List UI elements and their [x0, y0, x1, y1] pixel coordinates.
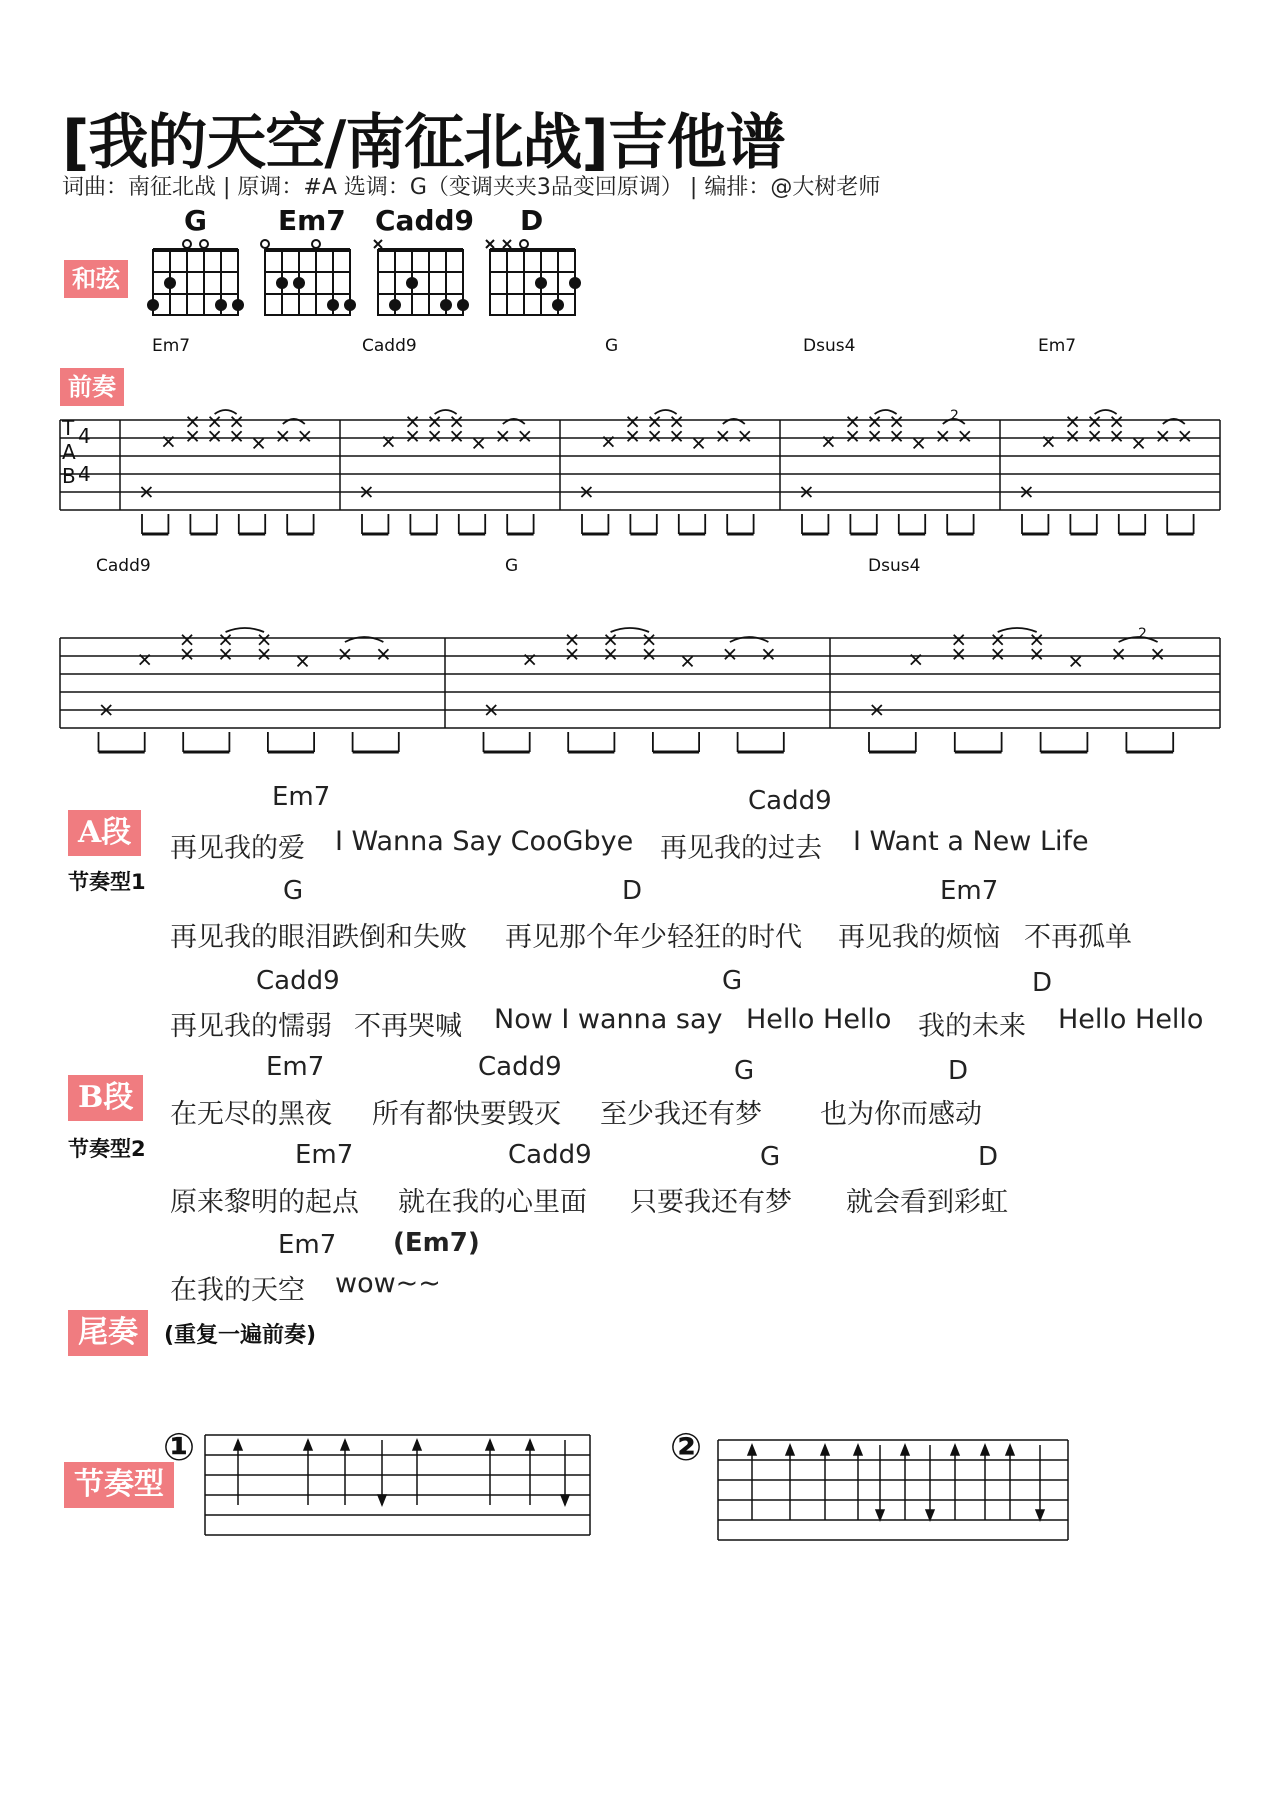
a1-chord-2: Cadd9	[748, 786, 832, 816]
b2-chord-2: Cadd9	[508, 1140, 592, 1170]
b2-chord-1: Em7	[295, 1140, 354, 1170]
chord-diagram-g	[147, 240, 244, 315]
a2-lyric-4: 不再孤单	[1024, 922, 1132, 953]
a2-chord-1: G	[283, 876, 304, 906]
a3-lyric-4: Hello Hello	[746, 1004, 892, 1035]
intro-tag: 前奏	[60, 368, 124, 406]
a1-chord-1: Em7	[272, 782, 331, 812]
a3-lyric-2: 不再哭喊	[354, 1011, 462, 1042]
fret-2-row2: 2	[1138, 626, 1147, 642]
fret-2-row1: 2	[950, 408, 959, 424]
b1-lyric-1: 在无尽的黑夜	[170, 1099, 332, 1130]
a3-chord-3: D	[1032, 968, 1053, 998]
rhythm-pattern-2	[718, 1440, 1068, 1540]
rhythm-label-1: 节奏型1	[68, 870, 146, 894]
a1-lyric-4: I Want a New Life	[853, 826, 1089, 857]
b3-lyric-1: 在我的天空	[170, 1275, 305, 1306]
b2-lyric-2: 就在我的心里面	[398, 1187, 587, 1218]
a1-lyric-3: 再见我的过去	[660, 833, 822, 864]
intro-chord-6: Cadd9	[96, 556, 151, 576]
section-b-tag: B段	[68, 1075, 143, 1121]
intro-chord-7: G	[505, 556, 519, 576]
time-sig-top: 4	[78, 424, 91, 448]
b1-chord-3: G	[734, 1056, 755, 1086]
tab-notes-row2	[99, 628, 1174, 752]
chord-diagram-em7	[261, 240, 356, 315]
b2-lyric-3: 只要我还有梦	[630, 1187, 792, 1218]
b1-chord-2: Cadd9	[478, 1052, 562, 1082]
a2-chord-3: Em7	[940, 876, 999, 906]
rhythm-label-2: 节奏型2	[68, 1137, 146, 1161]
chord-name-cadd9: Cadd9	[375, 204, 475, 237]
a2-lyric-3: 再见我的烦恼	[838, 922, 1000, 953]
b2-lyric-1: 原来黎明的起点	[170, 1187, 359, 1218]
intro-chord-5: Em7	[1038, 336, 1077, 356]
chords-tag: 和弦	[64, 260, 128, 298]
chord-name-g: G	[184, 204, 207, 237]
chord-name-d: D	[520, 204, 544, 237]
b2-lyric-4: 就会看到彩虹	[846, 1187, 1008, 1218]
chord-diagram-d	[486, 240, 581, 315]
b3-chord-2: (Em7)	[393, 1228, 480, 1258]
outro-tag: 尾奏	[68, 1310, 148, 1356]
a3-lyric-3: Now I wanna say	[494, 1004, 723, 1035]
intro-chord-4: Dsus4	[803, 336, 856, 356]
song-meta: 词曲：南征北战 | 原调：#A 选调：G（变调夹夹3品变回原调） | 编排：@大树老师	[62, 175, 881, 200]
outro-note: (重复一遍前奏)	[164, 1323, 317, 1348]
intro-chord-1: Em7	[152, 336, 191, 356]
a1-lyric-1: 再见我的爱	[170, 833, 305, 864]
a2-lyric-1: 再见我的眼泪跌倒和失败	[170, 922, 467, 953]
b1-chord-1: Em7	[266, 1052, 325, 1082]
a3-lyric-6: Hello Hello	[1058, 1004, 1204, 1035]
b3-lyric-2: wow~~	[335, 1268, 441, 1299]
tab-notes-row1	[141, 410, 1193, 534]
tab-t: T	[62, 416, 75, 440]
a3-lyric-1: 再见我的懦弱	[170, 1011, 332, 1042]
tab-a: A	[62, 440, 76, 464]
rhythm-types-tag: 节奏型	[64, 1462, 174, 1508]
pattern-2-number: ②	[670, 1425, 703, 1469]
b1-lyric-4: 也为你而感动	[820, 1099, 982, 1130]
tab-staff-row2	[60, 638, 1220, 728]
a3-chord-2: G	[722, 966, 743, 996]
b1-lyric-3: 至少我还有梦	[600, 1099, 762, 1130]
b3-chord-1: Em7	[278, 1230, 337, 1260]
tab-b: B	[62, 464, 76, 488]
intro-chord-8: Dsus4	[868, 556, 921, 576]
a2-lyric-2: 再见那个年少轻狂的时代	[505, 922, 802, 953]
intro-chord-2: Cadd9	[362, 336, 417, 356]
b1-chord-4: D	[948, 1056, 969, 1086]
rhythm-pattern-2-strokes	[748, 1445, 1044, 1520]
intro-chord-3: G	[605, 336, 619, 356]
a2-chord-2: D	[622, 876, 643, 906]
a1-lyric-2: I Wanna Say CooGbye	[335, 826, 634, 857]
b2-chord-3: G	[760, 1142, 781, 1172]
b1-lyric-2: 所有都快要毁灭	[372, 1099, 561, 1130]
chord-name-em7: Em7	[278, 204, 346, 237]
b2-chord-4: D	[978, 1142, 999, 1172]
section-a-tag: A段	[68, 810, 141, 856]
a3-chord-1: Cadd9	[256, 966, 340, 996]
time-sig-bottom: 4	[78, 462, 91, 486]
a3-lyric-5: 我的未来	[918, 1011, 1026, 1042]
chord-diagram-cadd9	[374, 240, 469, 315]
page-title: [我的天空/南征北战]吉他谱	[62, 108, 785, 178]
pattern-1-number: ①	[163, 1425, 196, 1469]
